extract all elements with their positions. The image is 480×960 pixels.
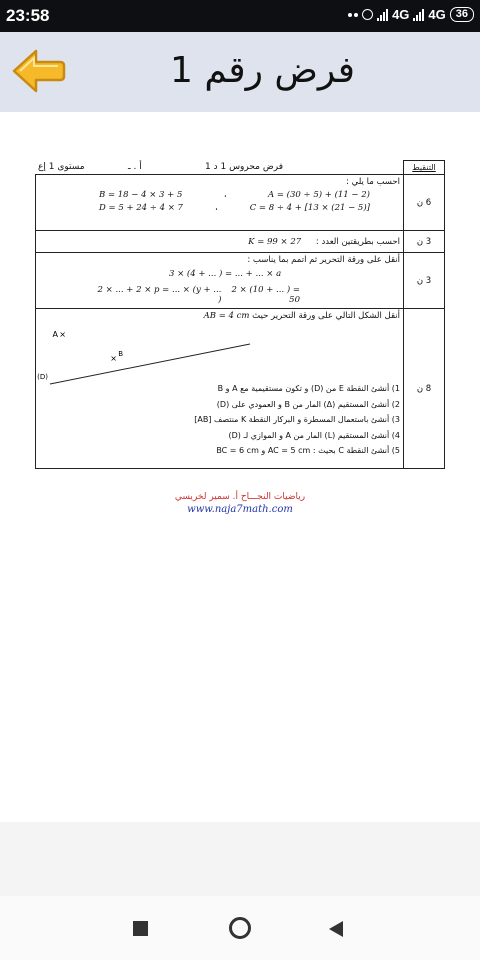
construction-steps [194, 381, 400, 459]
line-d [50, 344, 250, 384]
status-indicators [348, 7, 474, 22]
question-1 [36, 175, 404, 231]
signal-icon-2 [413, 9, 424, 21]
question-3 [36, 253, 404, 309]
network-type-2: 4G [428, 7, 446, 22]
q1-points: 6 ن [404, 175, 445, 231]
home-icon[interactable] [229, 917, 251, 939]
q4-points: 8 ن [404, 309, 445, 469]
q2-points: 3 ن [404, 231, 445, 253]
eq-distribute-3: 2 × ... + 2 × p = ... × (y + ... ) [97, 285, 222, 305]
eq-b: B = 18 − 4 × 3 + 5 [99, 190, 183, 200]
ab-length: AB = 4 cm [203, 311, 250, 321]
question-2 [36, 231, 404, 253]
q3-points: 3 ن [404, 253, 445, 309]
geometry-figure [37, 323, 260, 383]
navigation-bar [0, 896, 480, 960]
app-toolbar [0, 32, 480, 112]
notification-dots-icon [348, 13, 358, 17]
eq-d: D = 5 + 24 ÷ 4 × 7 [99, 203, 183, 213]
battery-icon: 36 [450, 7, 474, 22]
eq-distribute-1: 3 × (4 + ... ) = ... + ... × a [169, 269, 282, 279]
exam-title: فرض محروس 1 د 1 [205, 162, 284, 172]
recent-apps-icon[interactable] [133, 921, 148, 936]
back-arrow-icon[interactable] [10, 46, 66, 96]
point-b-mark: × [110, 354, 117, 363]
q3-prompt: أنقل على ورقة التحرير ثم اتمم بما يناسب : [247, 255, 400, 265]
step-5: 5) أنشئ النقطة C بحيث : AC = 5 cm و BC = 6 cm [216, 446, 400, 455]
separator: ، [214, 203, 218, 213]
teacher-label: أ . ـ [128, 162, 142, 172]
question-4 [36, 309, 404, 469]
author-credit: رياضيات النجـــاح أ. سمير لخريسي [174, 492, 306, 502]
website-link[interactable]: www.naja7math.com [187, 504, 293, 515]
step-1: 1) أنشئ النقطة E من (D) و تكون مستقيمية مع A و B [217, 384, 400, 393]
empty-area [0, 822, 480, 896]
q2-prompt: احسب بطريقتين العدد : [315, 236, 400, 247]
points-header: التنقيط [404, 161, 445, 175]
eq-a: A = (30 ÷ 5) + (11 − 2) [268, 190, 370, 200]
page-title: فرض رقم 1 [170, 50, 355, 91]
status-bar [0, 0, 480, 32]
step-2: 2) أنشئ المستقيم (Δ) المار من B و العمودي على (D) [216, 399, 400, 409]
alarm-icon [362, 9, 373, 20]
q4-prompt: أنقل الشكل التالي على ورقة التحرير حيث AB = 4 cm [203, 311, 400, 321]
back-icon[interactable] [327, 920, 345, 938]
step-4: 4) أنشئ المستقيم (L) المار من A و الموازي لـ (D) [228, 430, 400, 440]
level-label: مستوى 1 إع [38, 162, 85, 172]
exam-document [0, 112, 480, 822]
line-d-label: (D) [37, 373, 48, 381]
exam-table [35, 160, 445, 469]
point-a-label: A [52, 330, 58, 339]
step-3: 3) أنشئ باستعمال المسطرة و البركار النقطة K منتصف [AB] [194, 415, 400, 424]
point-b-label: B [118, 350, 123, 358]
point-a-mark: × [59, 330, 66, 339]
eq-distribute-2: 2 × (10 + ... ) = 50 [231, 285, 300, 305]
eq-c: C = 8 ÷ 4 + [13 × (21 − 5)] [249, 203, 370, 213]
separator: ، [223, 190, 227, 200]
signal-icon [377, 9, 388, 21]
clock: 23:58 [6, 6, 50, 25]
q1-prompt: احسب ما يلي : [346, 177, 400, 187]
eq-k: K = 99 × 27 [248, 236, 302, 247]
network-type: 4G [392, 7, 410, 22]
